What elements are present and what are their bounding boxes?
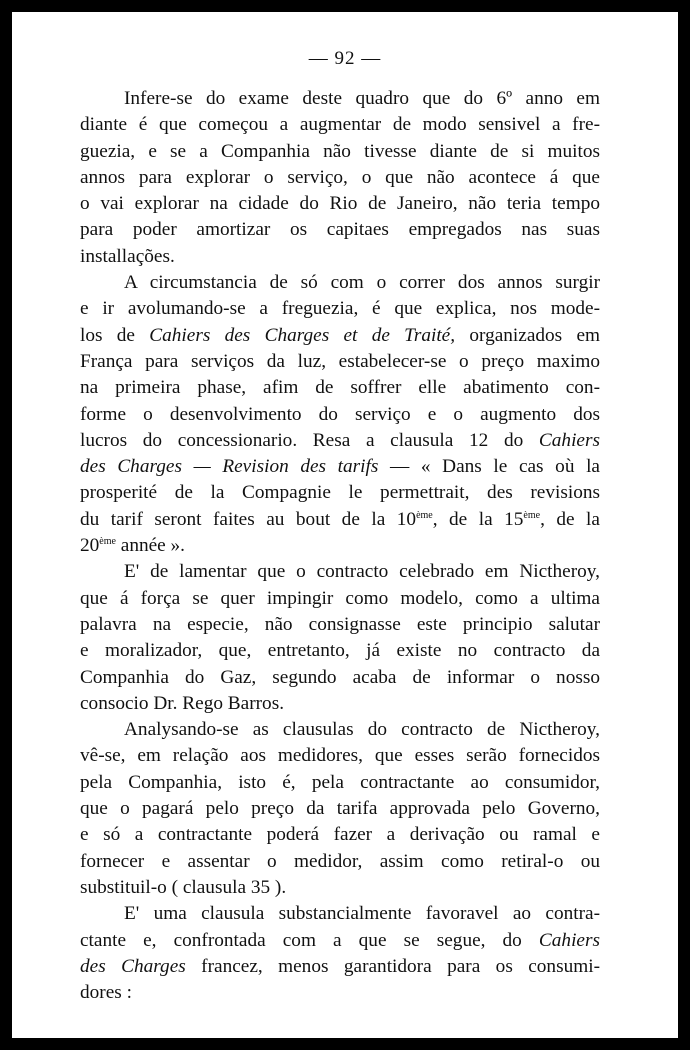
text-line: que o pagará pelo preço da tarifa approvada pelo Governo, [80,798,600,820]
text-line: França para serviços da luz, estabelecer-se o preço maximo [80,350,600,372]
text-line: guezia, e se a Companhia não tivesse diante de si muitos [80,140,600,162]
text-line: prosperité de la Compagnie le permettrait, des revisions [80,482,600,504]
text-line: des Charges — Revision des tarifs — « Dans le cas où la [80,456,600,478]
text-line: palavra na especie, não consignasse este principio salutar [80,613,600,635]
text-line: Infere-se do exame deste quadro que do 6º anno em [124,88,600,109]
text-line: du tarif seront faites au bout de la 10ème, de la 15ème, de la [80,508,600,530]
text-line: dores : [80,982,132,1004]
text-line: que á força se quer impingir como modelo, como a ultima [80,587,600,609]
paragraph [80,270,600,559]
text-line: vê-se, em relação aos medidores, que esses serão fornecidos [80,745,600,767]
text-line: forme o desenvolvimento do serviço e o augmento dos [80,403,600,425]
paragraph [80,901,600,1006]
text-line: na primeira phase, afim de soffrer elle abatimento con- [80,377,600,399]
text-line: 20ème année ». [80,535,185,557]
text-line: fornecer e assentar o medidor, assim como retiral-o ou [80,850,600,872]
text-line: des Charges francez, menos garantidora para os consumi- [80,955,600,977]
paragraph [80,86,600,270]
text-line: los de Cahiers des Charges et de Traité, organizados em [80,324,601,346]
text-line: consocio Dr. Rego Barros. [80,692,285,714]
paragraph [80,717,600,901]
text-line: o vai explorar na cidade do Rio de Janeiro, não teria tempo [80,193,600,215]
text-line: lucros do concessionario. Resa a clausula 12 do Cahiers [80,429,600,451]
page-number: — 92 — [308,48,382,69]
paragraph [80,559,600,717]
text-line: E' de lamentar que o contracto celebrado em Nictheroy, [124,561,600,583]
text-line: A circumstancia de só com o correr dos annos surgir [124,272,600,294]
text-line: substituil-o ( clausula 35 ). [80,876,287,898]
text-line: installações. [80,245,175,267]
text-line: Companhia do Gaz, segundo acaba de informar o nosso [80,666,600,688]
text-line: para poder amortizar os capitaes empregados nas suas [80,219,600,241]
text-line: Analysando-se as clausulas do contracto de Nictheroy, [124,719,600,741]
book-page [12,12,678,1038]
text-line: annos para explorar o serviço, o que não acontece á que [80,166,600,188]
text-line: e só a contractante poderá fazer a derivação ou ramal e [80,824,600,846]
body-text [80,86,600,1006]
text-line: E' uma clausula substancialmente favoravel ao contra- [124,903,600,925]
text-line: e ir avolumando-se a freguezia, é que explica, nos mode- [80,298,600,320]
text-line: diante é que começou a augmentar de modo sensivel a fre- [80,114,600,136]
text-line: ctante e, confrontada com a que se segue, do Cahiers [80,929,600,951]
text-line: e moralizador, que, entretanto, já existe no contracto da [80,640,600,662]
text-line: pela Companhia, isto é, pela contractante ao consumidor, [80,771,600,793]
